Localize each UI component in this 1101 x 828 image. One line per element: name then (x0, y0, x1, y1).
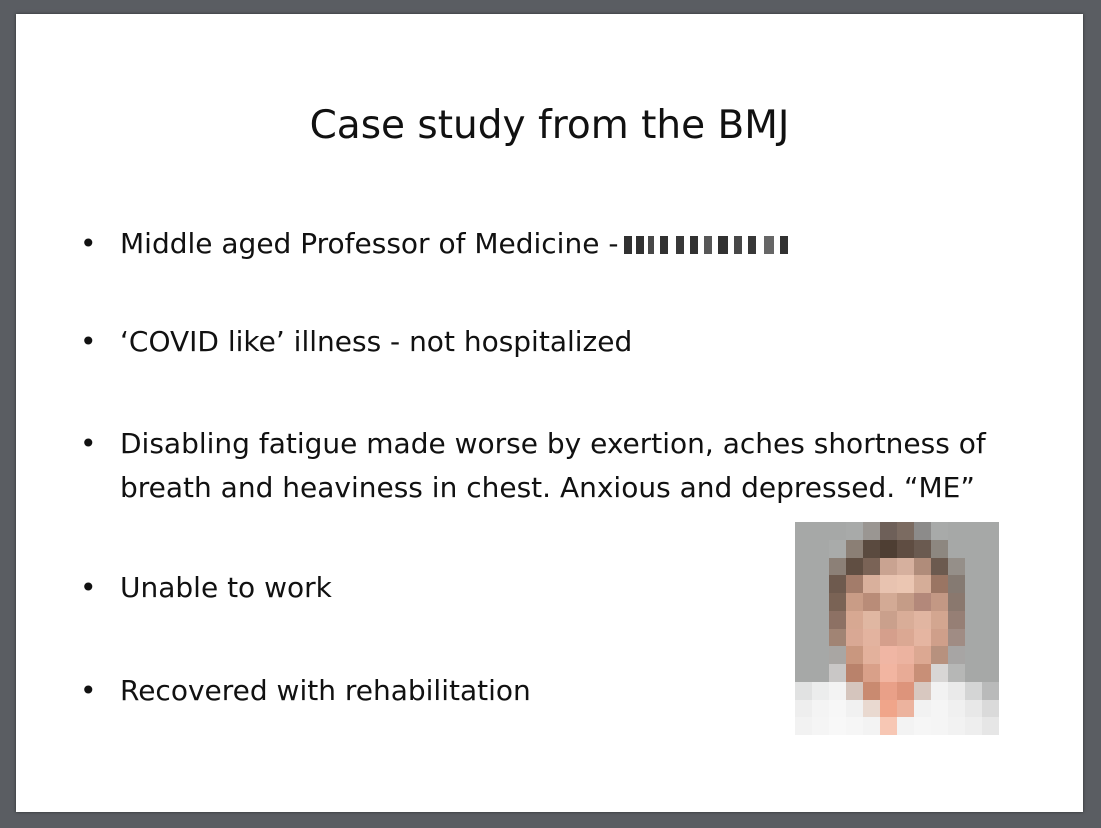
bullet-dot: • (80, 325, 97, 358)
photo-pixel (931, 540, 948, 558)
bullet-item-2 (80, 320, 1010, 364)
photo-pixel (863, 682, 880, 700)
photo-pixel (812, 611, 829, 629)
photo-pixel (948, 629, 965, 647)
photo-pixel (948, 522, 965, 540)
photo-pixel (846, 646, 863, 664)
photo-pixel (982, 558, 999, 576)
photo-pixel (795, 593, 812, 611)
slide (16, 14, 1083, 812)
photo-pixel (931, 522, 948, 540)
photo-pixel (863, 646, 880, 664)
photo-pixel (880, 717, 897, 735)
photo-pixel (948, 682, 965, 700)
photo-pixel (897, 700, 914, 718)
photo-pixel (846, 717, 863, 735)
photo-pixel (965, 682, 982, 700)
photo-pixel (897, 664, 914, 682)
pixelated-portrait-image (795, 522, 999, 735)
photo-pixel (931, 611, 948, 629)
photo-pixel (965, 593, 982, 611)
photo-pixel (829, 700, 846, 718)
photo-pixel (965, 646, 982, 664)
photo-pixel (795, 629, 812, 647)
photo-pixel (812, 629, 829, 647)
photo-pixel (829, 558, 846, 576)
photo-pixel (880, 593, 897, 611)
photo-pixel (931, 664, 948, 682)
photo-pixel (880, 682, 897, 700)
photo-pixel (812, 540, 829, 558)
photo-pixel (795, 717, 812, 735)
photo-pixel (931, 629, 948, 647)
photo-pixel (863, 575, 880, 593)
photo-pixel (880, 558, 897, 576)
photo-pixel (812, 593, 829, 611)
photo-pixel (931, 593, 948, 611)
photo-pixel (812, 558, 829, 576)
photo-pixel (914, 575, 931, 593)
photo-pixel (880, 522, 897, 540)
photo-pixel (795, 682, 812, 700)
photo-pixel (812, 522, 829, 540)
photo-pixel (914, 664, 931, 682)
photo-pixel (931, 575, 948, 593)
photo-pixel (897, 593, 914, 611)
photo-pixel (863, 611, 880, 629)
photo-pixel (863, 700, 880, 718)
photo-pixel (863, 540, 880, 558)
photo-pixel (931, 717, 948, 735)
photo-pixel (829, 664, 846, 682)
photo-pixel (795, 611, 812, 629)
photo-pixel (846, 522, 863, 540)
photo-pixel (914, 522, 931, 540)
photo-pixel (914, 593, 931, 611)
photo-pixel (863, 593, 880, 611)
bullet-text-4: Unable to work (120, 571, 332, 604)
bullet-text-3: Disabling fatigue made worse by exertion, aches shortness of breath and heaviness in chest. Anxious and depressed. “ME” (120, 427, 986, 504)
photo-pixel (965, 629, 982, 647)
photo-pixel (829, 593, 846, 611)
bullet-text-1: Middle aged Professor of Medicine - (120, 227, 619, 260)
photo-pixel (863, 522, 880, 540)
photo-pixel (914, 629, 931, 647)
photo-pixel (948, 646, 965, 664)
photo-pixel (880, 646, 897, 664)
photo-pixel (795, 700, 812, 718)
photo-pixel (863, 558, 880, 576)
photo-pixel (965, 717, 982, 735)
photo-pixel (846, 558, 863, 576)
bullet-dot: • (80, 227, 97, 260)
photo-pixel (829, 575, 846, 593)
photo-pixel (914, 540, 931, 558)
photo-pixel (914, 682, 931, 700)
photo-pixel (965, 522, 982, 540)
photo-pixel (948, 575, 965, 593)
photo-pixel (931, 700, 948, 718)
photo-pixel (795, 575, 812, 593)
photo-pixel (982, 700, 999, 718)
photo-pixel (829, 646, 846, 664)
bullet-text-5: Recovered with rehabilitation (120, 674, 531, 707)
photo-pixel (914, 646, 931, 664)
bullet-dot: • (80, 571, 97, 604)
photo-pixel (846, 593, 863, 611)
photo-pixel (982, 575, 999, 593)
photo-pixel (795, 558, 812, 576)
photo-pixel (829, 717, 846, 735)
photo-pixel (812, 717, 829, 735)
photo-pixel (880, 540, 897, 558)
photo-pixel (914, 558, 931, 576)
photo-pixel (965, 664, 982, 682)
photo-pixel (931, 558, 948, 576)
photo-pixel (863, 717, 880, 735)
photo-pixel (897, 575, 914, 593)
photo-pixel (880, 664, 897, 682)
photo-pixel (829, 629, 846, 647)
photo-pixel (795, 646, 812, 664)
photo-pixel (812, 700, 829, 718)
photo-pixel (965, 575, 982, 593)
photo-pixel (795, 522, 812, 540)
photo-pixel (982, 717, 999, 735)
photo-pixel (880, 611, 897, 629)
photo-pixel (982, 646, 999, 664)
slide-title: Case study from the BMJ (309, 103, 790, 148)
photo-pixel (829, 540, 846, 558)
photo-pixel (897, 522, 914, 540)
photo-pixel (948, 664, 965, 682)
photo-pixel (982, 664, 999, 682)
photo-pixel (931, 682, 948, 700)
bullet-dot: • (80, 427, 97, 460)
photo-pixel (846, 700, 863, 718)
photo-pixel (795, 540, 812, 558)
photo-pixel (880, 700, 897, 718)
bullet-text-2: ‘COVID like’ illness - not hospitalized (120, 325, 633, 358)
photo-pixel (914, 700, 931, 718)
photo-pixel (880, 629, 897, 647)
photo-pixel (965, 611, 982, 629)
photo-pixel (829, 522, 846, 540)
photo-pixel (846, 611, 863, 629)
photo-pixel (829, 611, 846, 629)
photo-pixel (965, 558, 982, 576)
photo-pixel (982, 629, 999, 647)
photo-pixel (863, 629, 880, 647)
photo-pixel (812, 646, 829, 664)
photo-pixel (965, 700, 982, 718)
photo-pixel (982, 593, 999, 611)
photo-pixel (812, 575, 829, 593)
photo-pixel (829, 682, 846, 700)
photo-pixel (965, 540, 982, 558)
photo-pixel (846, 540, 863, 558)
photo-pixel (795, 664, 812, 682)
photo-pixel (948, 611, 965, 629)
photo-pixel (880, 575, 897, 593)
photo-pixel (897, 682, 914, 700)
photo-pixel (897, 611, 914, 629)
photo-pixel (948, 717, 965, 735)
photo-pixel (846, 629, 863, 647)
photo-pixel (982, 682, 999, 700)
photo-pixel (846, 575, 863, 593)
photo-pixel (897, 629, 914, 647)
photo-pixel (914, 611, 931, 629)
redacted-name-block (624, 236, 796, 254)
bullet-item-3 (80, 422, 1010, 510)
photo-pixel (982, 611, 999, 629)
photo-pixel (948, 558, 965, 576)
photo-pixel (948, 593, 965, 611)
bullet-item-1 (80, 222, 1010, 266)
photo-pixel (863, 664, 880, 682)
bullet-dot: • (80, 674, 97, 707)
photo-pixel (897, 558, 914, 576)
photo-pixel (982, 522, 999, 540)
photo-pixel (846, 682, 863, 700)
photo-pixel (982, 540, 999, 558)
photo-pixel (931, 646, 948, 664)
photo-pixel (812, 682, 829, 700)
photo-pixel (948, 540, 965, 558)
photo-pixel (812, 664, 829, 682)
photo-pixel (846, 664, 863, 682)
photo-pixel (914, 717, 931, 735)
photo-pixel (948, 700, 965, 718)
photo-pixel (897, 646, 914, 664)
photo-pixel (897, 540, 914, 558)
photo-pixel (897, 717, 914, 735)
